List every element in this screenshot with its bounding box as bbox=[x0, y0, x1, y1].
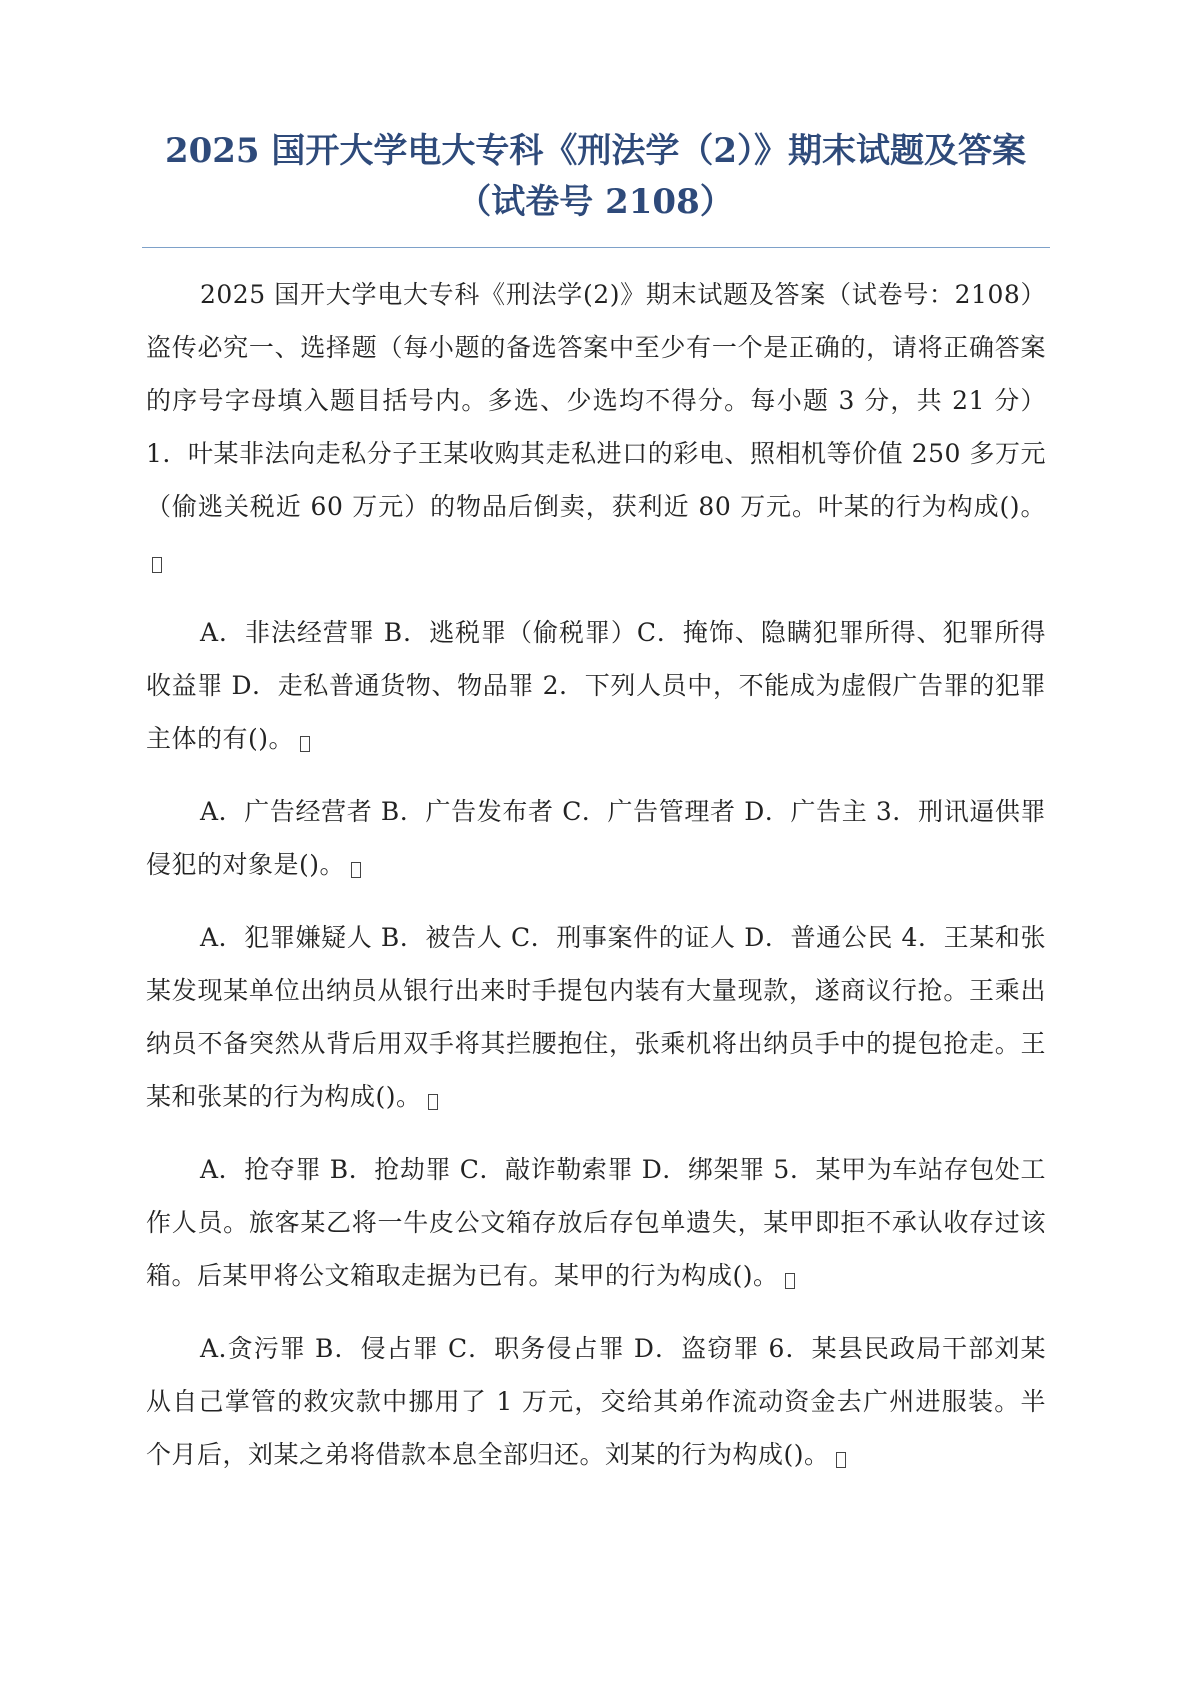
title-line-2: （试卷号 2108） bbox=[457, 182, 734, 222]
title-line-1: 2025 国开大学电大专科《刑法学（2）》期末试题及答案 bbox=[164, 131, 1027, 171]
paragraph bbox=[146, 1322, 1046, 1481]
paragraph-end-mark-icon bbox=[785, 1273, 795, 1289]
paragraph-text: 2025 国开大学电大专科《刑法学(2)》期末试题及答案（试卷号：2108）盗传必究一、选择题（每小题的备选答案中至少有一个是正确的，请将正确答案的序号字母填入题目括号内。多选、少选均不得分。每小题 3 分，共 21 分）1．叶某非法向走私分子王某收购其走私进口的彩电、照相机等价值 250 多万元（偷逃关税近 60 万元）的物品后倒卖，获利近 80 万元。叶某的行为构成()。 bbox=[146, 280, 1046, 521]
document-title bbox=[140, 126, 1051, 228]
paragraph bbox=[146, 911, 1046, 1123]
paragraph-end-mark-icon bbox=[836, 1452, 846, 1468]
paragraph-text: A．犯罪嫌疑人 B．被告人 C．刑事案件的证人 D．普通公民 4．王某和张某发现某单位出纳员从银行出来时手提包内装有大量现款，遂商议行抢。王乘出纳员不备突然从背后用双手将其拦腰抱住，张乘机将出纳员手中的提包抢走。王某和张某的行为构成()。 bbox=[146, 923, 1046, 1111]
paragraph-end-mark-icon bbox=[300, 736, 310, 752]
paragraph bbox=[146, 1143, 1046, 1302]
document-body bbox=[146, 268, 1046, 1501]
paragraph-end-mark-icon bbox=[351, 862, 361, 878]
paragraph-text: A．非法经营罪 B．逃税罪（偷税罪）C．掩饰、隐瞒犯罪所得、犯罪所得收益罪 D．走私普通货物、物品罪 2．下列人员中，不能成为虚假广告罪的犯罪主体的有()。 bbox=[146, 618, 1046, 753]
paragraph-text: A．抢夺罪 B．抢劫罪 C．敲诈勒索罪 D．绑架罪 5．某甲为车站存包处工作人员。旅客某乙将一牛皮公文箱存放后存包单遗失，某甲即拒不承认收存过该箱。后某甲将公文箱取走据为已有。某甲的行为构成()。 bbox=[146, 1155, 1046, 1290]
paragraph bbox=[146, 606, 1046, 765]
paragraph-text: A.贪污罪 B．侵占罪 C．职务侵占罪 D．盗窃罪 6．某县民政局干部刘某从自己掌管的救灾款中挪用了 1 万元，交给其弟作流动资金去广州进服装。半个月后，刘某之弟将借款本息全部归还。刘某的行为构成()。 bbox=[146, 1334, 1046, 1469]
paragraph-end-mark-icon bbox=[428, 1094, 438, 1110]
paragraph-end-mark-icon bbox=[152, 557, 162, 573]
title-divider bbox=[142, 247, 1050, 248]
paragraph bbox=[146, 268, 1046, 586]
paragraph-text: A．广告经营者 B．广告发布者 C．广告管理者 D．广告主 3．刑讯逼供罪侵犯的对象是()。 bbox=[146, 797, 1046, 879]
paragraph bbox=[146, 785, 1046, 891]
